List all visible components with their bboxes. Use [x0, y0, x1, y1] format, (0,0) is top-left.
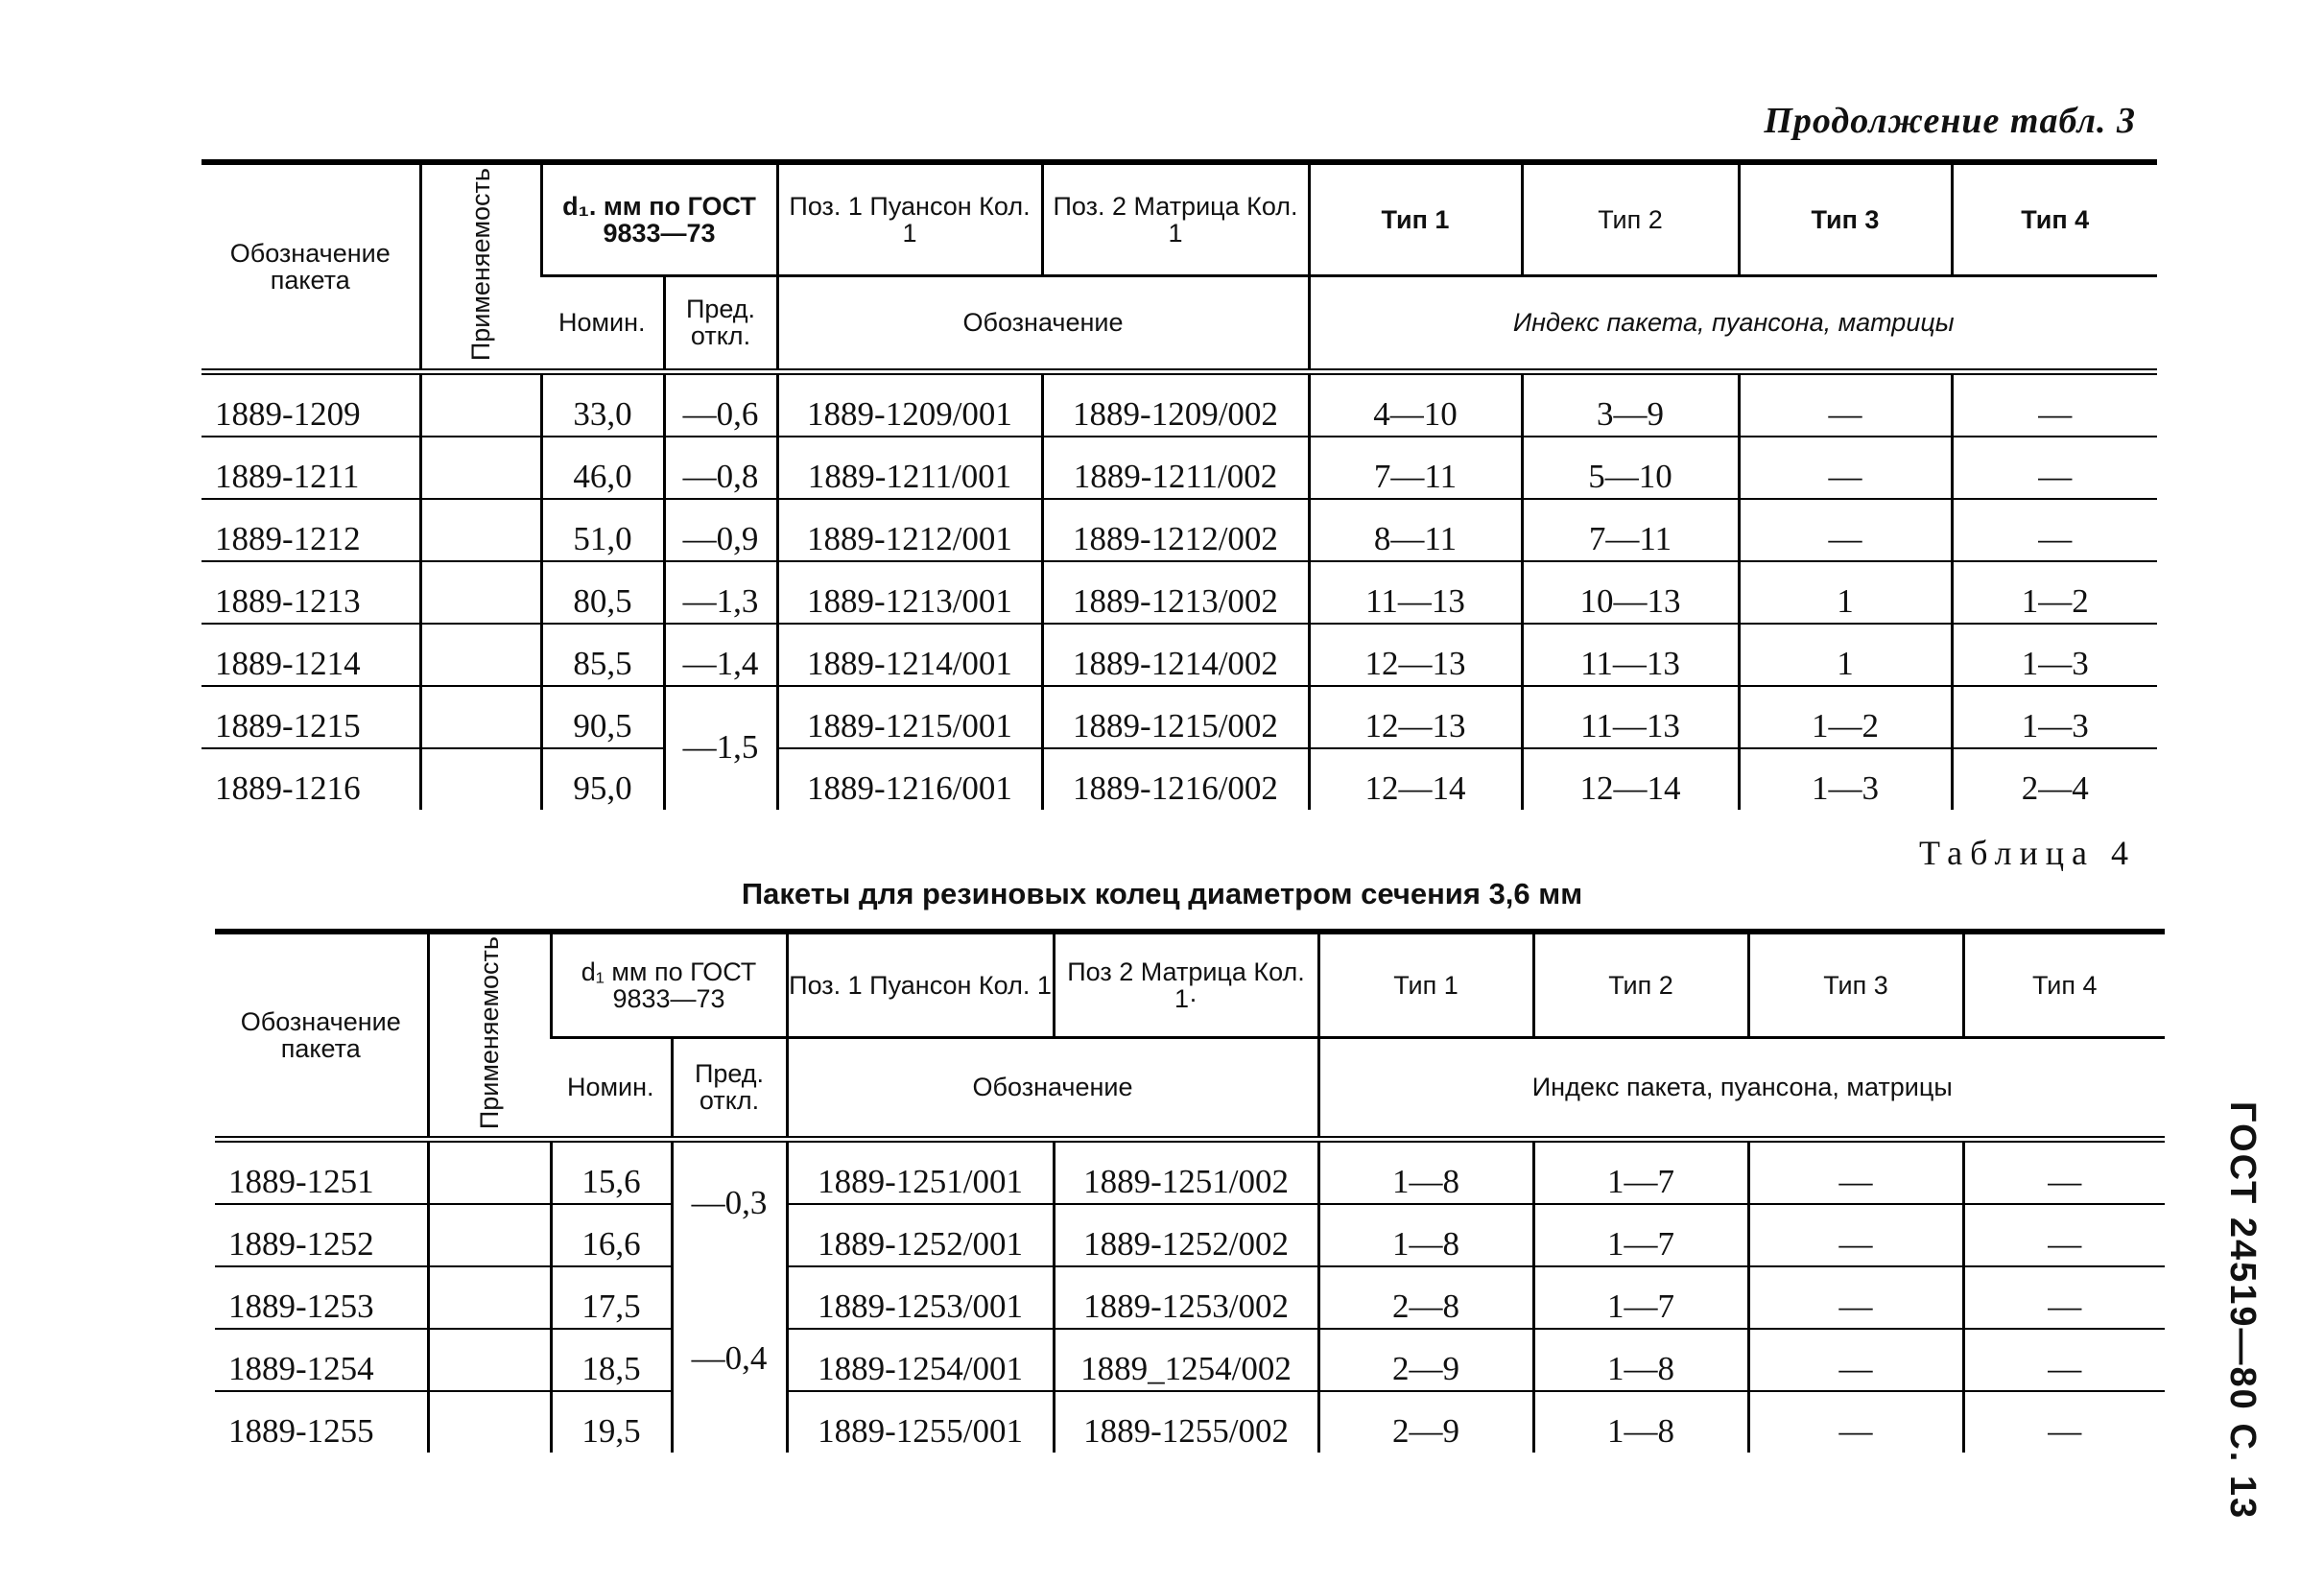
cell-code: 1889-1214	[202, 624, 420, 686]
cell-type4: 1—3	[1952, 686, 2157, 748]
cell-applicability	[420, 624, 541, 686]
cell-pos1: 1889-1254/001	[787, 1329, 1054, 1391]
cell-pos2: 1889-1213/002	[1042, 561, 1309, 624]
table-row	[202, 624, 2157, 686]
cell-nominal: 51,0	[541, 499, 664, 561]
cell-code: 1889-1252	[215, 1204, 428, 1266]
table-3	[202, 159, 2157, 810]
continuation-title: Продолжение табл. 3	[1764, 101, 2136, 141]
cell-type1: 11—13	[1309, 561, 1522, 624]
cell-type4: 1—2	[1952, 561, 2157, 624]
cell-type3: 1—3	[1739, 748, 1952, 810]
header-tolerance: Пред. откл.	[664, 275, 777, 371]
cell-pos2: 1889-1252/002	[1054, 1204, 1318, 1266]
cell-pos1: 1889-1255/001	[787, 1391, 1054, 1453]
cell-applicability	[420, 371, 541, 437]
cell-tolerance: —0,8	[664, 437, 777, 499]
cell-code: 1889-1253	[215, 1266, 428, 1329]
header-nominal: Номин.	[551, 1037, 672, 1139]
cell-nominal: 85,5	[541, 624, 664, 686]
table-row	[202, 561, 2157, 624]
cell-type2: 10—13	[1522, 561, 1739, 624]
cell-code: 1889-1216	[215, 768, 361, 807]
table-row	[202, 686, 2157, 748]
cell-code: 1889-1251	[215, 1139, 428, 1204]
cell-code: 1889-1215	[202, 686, 420, 748]
cell-pos2: 1889-1212/002	[1042, 499, 1309, 561]
cell-type2: 1—7	[1533, 1204, 1748, 1266]
header-type4: Тип 4	[1963, 932, 2165, 1037]
header-designation: Обозначение пакета	[202, 162, 420, 371]
cell-pos2: 1889-1215/002	[1042, 686, 1309, 748]
cell-tolerance: —0,9	[664, 499, 777, 561]
cell-nominal: 19,5	[551, 1391, 672, 1453]
cell-type2: 1—7	[1533, 1266, 1748, 1329]
cell-pos1: 1889-1213/001	[777, 561, 1042, 624]
cell-nominal: 33,0	[541, 371, 664, 437]
cell-type2: 3—9	[1522, 371, 1739, 437]
cell-applicability	[428, 1391, 551, 1453]
table-row	[215, 1266, 2165, 1329]
cell-pos2: 1889_1254/002	[1054, 1329, 1318, 1391]
cell-applicability	[420, 686, 541, 748]
cell-type2: 1—8	[1533, 1329, 1748, 1391]
cell-code: 1889-1212	[202, 499, 420, 561]
cell-type1: 12—14	[1309, 748, 1522, 810]
cell-applicability	[428, 1139, 551, 1204]
cell-type4: —	[1952, 437, 2157, 499]
table-4-caption: Пакеты для резиновых колец диаметром сечения 3,6 мм	[741, 877, 1583, 910]
header-type1: Тип 1	[1318, 932, 1533, 1037]
cell-type3: —	[1748, 1329, 1963, 1391]
cell-code: 1889-1255	[228, 1411, 374, 1450]
cell-type1: 2—8	[1318, 1266, 1533, 1329]
header-nominal: Номин.	[541, 275, 664, 371]
cell-type4: —	[1963, 1391, 2165, 1453]
cell-pos2: 1889-1255/002	[1054, 1391, 1318, 1453]
cell-type2: 5—10	[1522, 437, 1739, 499]
table-row	[202, 499, 2157, 561]
cell-nominal: 95,0	[541, 748, 664, 810]
cell-code: 1889-1213	[202, 561, 420, 624]
table-row	[215, 1204, 2165, 1266]
cell-pos1: 1889-1253/001	[787, 1266, 1054, 1329]
cell-nominal: 15,6	[551, 1139, 672, 1204]
header-type1: Тип 1	[1309, 162, 1522, 275]
cell-type1: 1—8	[1318, 1204, 1533, 1266]
cell-applicability	[420, 561, 541, 624]
cell-pos2: 1889-1251/002	[1054, 1139, 1318, 1204]
cell-type1: 4—10	[1309, 371, 1522, 437]
cell-pos1: 1889-1212/001	[777, 499, 1042, 561]
cell-nominal: 90,5	[541, 686, 664, 748]
table-row	[215, 1391, 2165, 1453]
cell-pos1: 1889-1214/001	[777, 624, 1042, 686]
header-applicability: Применяемость	[420, 162, 541, 371]
cell-type3: —	[1739, 499, 1952, 561]
cell-code: 1889-1209	[202, 371, 420, 437]
cell-tolerance: —1,4	[664, 624, 777, 686]
header-pos1: Поз. 1 Пуансон Кол. 1	[777, 162, 1042, 275]
cell-type3: —	[1739, 437, 1952, 499]
cell-type4: —	[1963, 1329, 2165, 1391]
cell-type3: —	[1748, 1139, 1963, 1204]
header-pos2: Поз. 2 Матрица Кол. 1	[1042, 162, 1309, 275]
cell-type4: —	[1963, 1204, 2165, 1266]
cell-type4: —	[1952, 371, 2157, 437]
header-d1: d₁. мм по ГОСТ 9833—73	[541, 162, 777, 275]
cell-tolerance: —1,3	[664, 561, 777, 624]
cell-type1: 1—8	[1318, 1139, 1533, 1204]
cell-applicability	[420, 499, 541, 561]
header-designation-sub: Обозначение	[777, 275, 1309, 371]
cell-type3: —	[1748, 1266, 1963, 1329]
cell-pos1: 1889-1251/001	[787, 1139, 1054, 1204]
header-type3: Тип 3	[1748, 932, 1963, 1037]
cell-pos2: 1889-1253/002	[1054, 1266, 1318, 1329]
cell-type4: —	[1963, 1139, 2165, 1204]
cell-type3: 1	[1739, 561, 1952, 624]
cell-type3: —	[1739, 371, 1952, 437]
cell-tolerance: —0,4	[672, 1266, 787, 1453]
cell-pos1: 1889-1252/001	[787, 1204, 1054, 1266]
cell-code: 1889-1211	[202, 437, 420, 499]
cell-type1: 2—9	[1318, 1329, 1533, 1391]
cell-applicability	[428, 1204, 551, 1266]
header-type2: Тип 2	[1522, 162, 1739, 275]
cell-pos1: 1889-1215/001	[777, 686, 1042, 748]
cell-pos1: 1889-1216/001	[777, 748, 1042, 810]
cell-type4: —	[1963, 1266, 2165, 1329]
cell-type1: 2—9	[1318, 1391, 1533, 1453]
cell-type2: 1—7	[1533, 1139, 1748, 1204]
cell-type1: 12—13	[1309, 686, 1522, 748]
cell-type2: 11—13	[1522, 686, 1739, 748]
header-index: Индекс пакета, пуансона, матрицы	[1318, 1037, 2165, 1139]
cell-nominal: 16,6	[551, 1204, 672, 1266]
cell-pos1: 1889-1209/001	[777, 371, 1042, 437]
header-type3: Тип 3	[1739, 162, 1952, 275]
cell-type4: 1—3	[1952, 624, 2157, 686]
cell-tolerance: —1,5	[664, 686, 777, 810]
cell-pos2: 1889-1214/002	[1042, 624, 1309, 686]
cell-nominal: 18,5	[551, 1329, 672, 1391]
cell-code: 1889-1254	[215, 1329, 428, 1391]
cell-type4: —	[1952, 499, 2157, 561]
header-tolerance: Пред. откл.	[672, 1037, 787, 1139]
table-row	[215, 1329, 2165, 1391]
cell-type2: 12—14	[1522, 748, 1739, 810]
cell-pos2: 1889-1216/002	[1042, 748, 1309, 810]
cell-applicability	[428, 1329, 551, 1391]
cell-type3: 1—2	[1739, 686, 1952, 748]
cell-pos2: 1889-1209/002	[1042, 371, 1309, 437]
cell-applicability	[420, 748, 541, 810]
table-row	[202, 748, 2157, 810]
header-type4: Тип 4	[1952, 162, 2157, 275]
cell-tolerance: —0,6	[664, 371, 777, 437]
cell-type1: 8—11	[1309, 499, 1522, 561]
table-row	[215, 1139, 2165, 1204]
cell-type2: 7—11	[1522, 499, 1739, 561]
cell-tolerance: —0,3	[672, 1139, 787, 1266]
header-pos1: Поз. 1 Пуансон Кол. 1	[787, 932, 1054, 1037]
cell-type3: —	[1748, 1391, 1963, 1453]
table-row	[202, 371, 2157, 437]
cell-type2: 1—8	[1533, 1391, 1748, 1453]
header-pos2: Поз 2 Матрица Кол. 1·	[1054, 932, 1318, 1037]
cell-nominal: 17,5	[551, 1266, 672, 1329]
table-row	[202, 437, 2157, 499]
header-designation-sub: Обозначение	[787, 1037, 1318, 1139]
table-4-label: Таблица 4	[1919, 834, 2136, 872]
header-designation: Обозначение пакета	[215, 932, 428, 1139]
header-applicability: Применяемость	[428, 932, 551, 1139]
cell-pos1: 1889-1211/001	[777, 437, 1042, 499]
cell-type1: 7—11	[1309, 437, 1522, 499]
cell-applicability	[420, 437, 541, 499]
cell-type3: —	[1748, 1204, 1963, 1266]
cell-type2: 11—13	[1522, 624, 1739, 686]
cell-applicability	[428, 1266, 551, 1329]
cell-nominal: 80,5	[541, 561, 664, 624]
cell-type4: 2—4	[1952, 748, 2157, 810]
cell-nominal: 46,0	[541, 437, 664, 499]
header-type2: Тип 2	[1533, 932, 1748, 1037]
cell-type1: 12—13	[1309, 624, 1522, 686]
header-d1: d₁ мм по ГОСТ 9833—73	[551, 932, 787, 1037]
cell-type3: 1	[1739, 624, 1952, 686]
header-index: Индекс пакета, пуансона, матрицы	[1309, 275, 2157, 371]
page-side-label: ГОСТ 24519—80 С. 13	[2222, 1101, 2263, 1521]
cell-pos2: 1889-1211/002	[1042, 437, 1309, 499]
table-4	[215, 929, 2165, 1453]
